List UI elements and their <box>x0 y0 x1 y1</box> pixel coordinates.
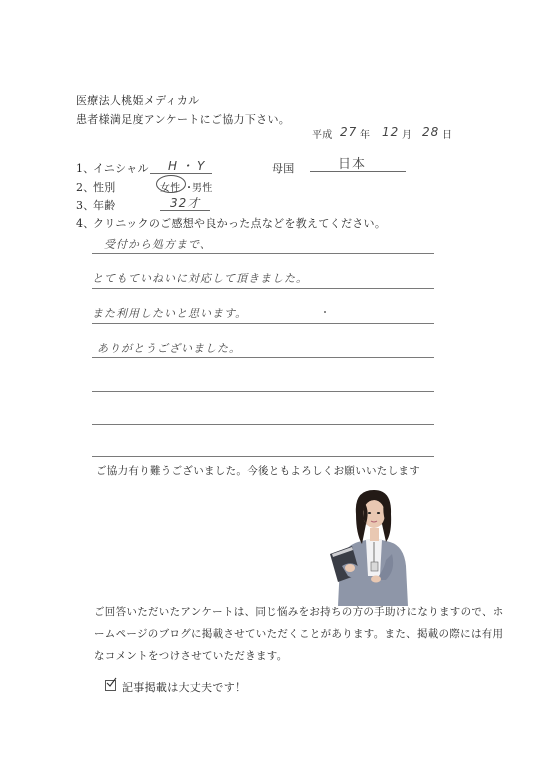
comment-rule-2 <box>92 288 434 289</box>
consent-label: 記事掲載は大丈夫です！ <box>122 681 247 694</box>
consent-checkbox[interactable] <box>105 680 116 691</box>
check-mark-icon <box>105 677 117 689</box>
date-day-label: 日 <box>442 130 453 141</box>
survey-request: 患者様満足度アンケートにご協力下さい。 <box>76 113 291 126</box>
comment-rule-1 <box>92 253 434 254</box>
gender-option-male: 男性 <box>192 183 213 194</box>
date-year-label: 年 <box>360 130 371 141</box>
initial-underline <box>150 173 212 174</box>
comment-rule-3 <box>92 323 434 324</box>
date-month-value: 12 <box>382 125 400 139</box>
age-number: 3、 <box>76 199 95 212</box>
comment-line-2: とてもていねいに対応して頂きました。 <box>92 272 308 285</box>
comment-line-4: ありがとうございました。 <box>97 342 241 355</box>
country-label: 母国 <box>272 162 295 175</box>
country-value: 日本 <box>338 157 367 172</box>
thanks-message: ご協力有り難うございました。今後ともよろしくお願いいたします <box>96 465 420 477</box>
comment-rule-7 <box>92 456 434 457</box>
comment-rule-4 <box>92 357 434 358</box>
gender-selected-circle <box>156 175 186 193</box>
date-month-label: 月 <box>402 130 413 141</box>
notice-line-3: なコメントをつけさせていただきます。 <box>94 650 288 662</box>
age-label: 年齢 <box>93 199 116 212</box>
initial-value: H・Y <box>168 159 209 173</box>
notice-line-2: ームページのブログに掲載させていただくことがあります。また、掲載の際には有用 <box>94 628 504 640</box>
date-era: 平成 <box>312 130 333 141</box>
date-year-value: 27 <box>340 125 358 139</box>
age-underline <box>160 210 210 211</box>
comment-line-3: また利用したいと思います。 <box>92 307 248 320</box>
gender-number: 2、 <box>76 181 95 194</box>
date-day-value: 28 <box>422 125 440 139</box>
survey-date <box>312 126 492 144</box>
comment-rule-6 <box>92 424 434 425</box>
impressions-number: 4、 <box>76 217 95 230</box>
initial-label: イニシャル <box>93 162 149 175</box>
gender-option-female: 女性 <box>160 183 181 194</box>
comment-line-1: 受付から処方まで、 <box>104 238 212 251</box>
age-value: 32才 <box>170 196 201 210</box>
gender-separator: ・ <box>184 183 195 194</box>
clinic-name: 医療法人桃姫メディカル <box>76 94 200 107</box>
country-underline <box>310 171 406 172</box>
comment-rule-5 <box>92 391 434 392</box>
initial-number: 1、 <box>76 162 95 175</box>
receptionist-illustration <box>326 484 418 606</box>
notice-line-1: ご回答いただいたアンケートは、同じ悩みをお持ちの方の手助けになりますので、ホ <box>94 606 504 618</box>
ink-dot <box>324 311 326 313</box>
gender-label: 性別 <box>93 181 116 194</box>
impressions-label: クリニックのご感想や良かった点などを教えてください。 <box>93 217 387 230</box>
